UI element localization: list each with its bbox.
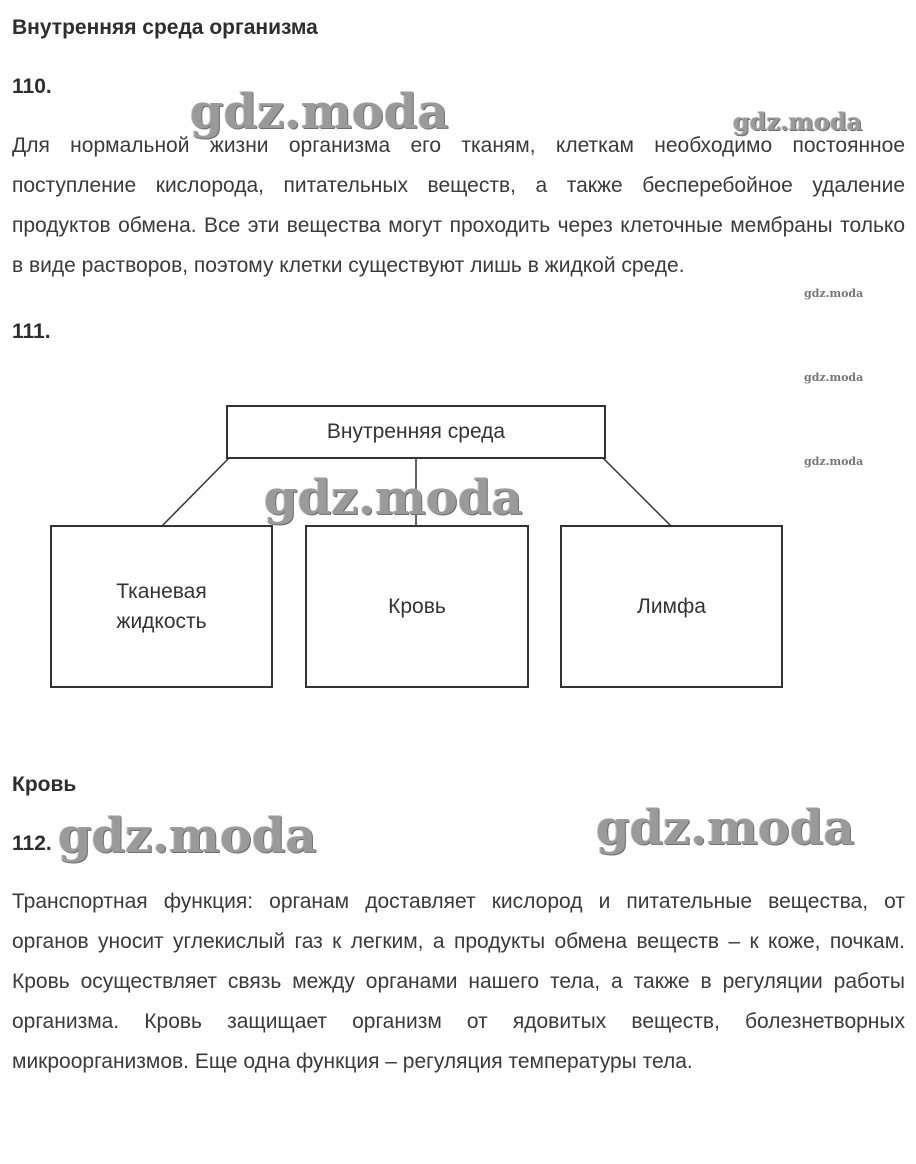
section-heading: Кровь — [12, 773, 77, 796]
diagram-child-label-3: Лимфа — [637, 594, 706, 618]
connector-right — [603, 458, 671, 526]
watermark-logo: gdz.moda — [733, 107, 863, 136]
connector-left — [162, 458, 229, 526]
watermark-logo: gdz.moda — [804, 371, 864, 384]
diagram-child-label-1: Тканевая жидкость — [116, 579, 207, 633]
watermark-logo: gdz.moda — [58, 808, 317, 864]
diagram-child-box-2 — [305, 525, 529, 688]
watermark-logo: gdz.moda — [596, 800, 855, 856]
question-number-111: 111. — [12, 320, 51, 343]
watermark-logo: gdz.moda — [264, 470, 523, 526]
diagram-child-label-2: Кровь — [388, 594, 446, 618]
diagram-child-box-1 — [50, 525, 273, 688]
answer-110-text: Для нормальной жизни организма его тканям, клеткам необходимо постоянное поступление кислорода, питательных веществ, а также бесперебойное удаление продуктов обмена. Все эти вещества могут проходить через клеточные мембраны только в виде растворов, поэтому клетки существуют лишь в жидкой среде. — [12, 134, 905, 277]
answer-112-text: Транспортная функция: органам доставляет кислород и питательные вещества, от органов уносит углекислый газ к легким, а продукты обмена веществ – к коже, почкам. Кровь осуществляет связь между органами нашего тела, а также в регуляции работы организма. Кровь защищает организм от ядовитых веществ, болезнетворных микроорганизмов. Еще одна функция – регуляция температуры тела. — [12, 890, 905, 1073]
diagram-child-box-3 — [560, 525, 783, 688]
diagram-root-label: Внутренняя среда — [326, 420, 506, 443]
watermark-logo: gdz.moda — [190, 84, 449, 140]
section-heading: Внутренняя среда организма — [12, 16, 318, 39]
diagram-root-box — [226, 405, 606, 459]
question-number-110: 110. — [12, 75, 52, 98]
watermark-logo: gdz.moda — [804, 287, 864, 300]
question-number-112: 112. — [12, 832, 52, 855]
watermark-logo: gdz.moda — [804, 455, 864, 468]
